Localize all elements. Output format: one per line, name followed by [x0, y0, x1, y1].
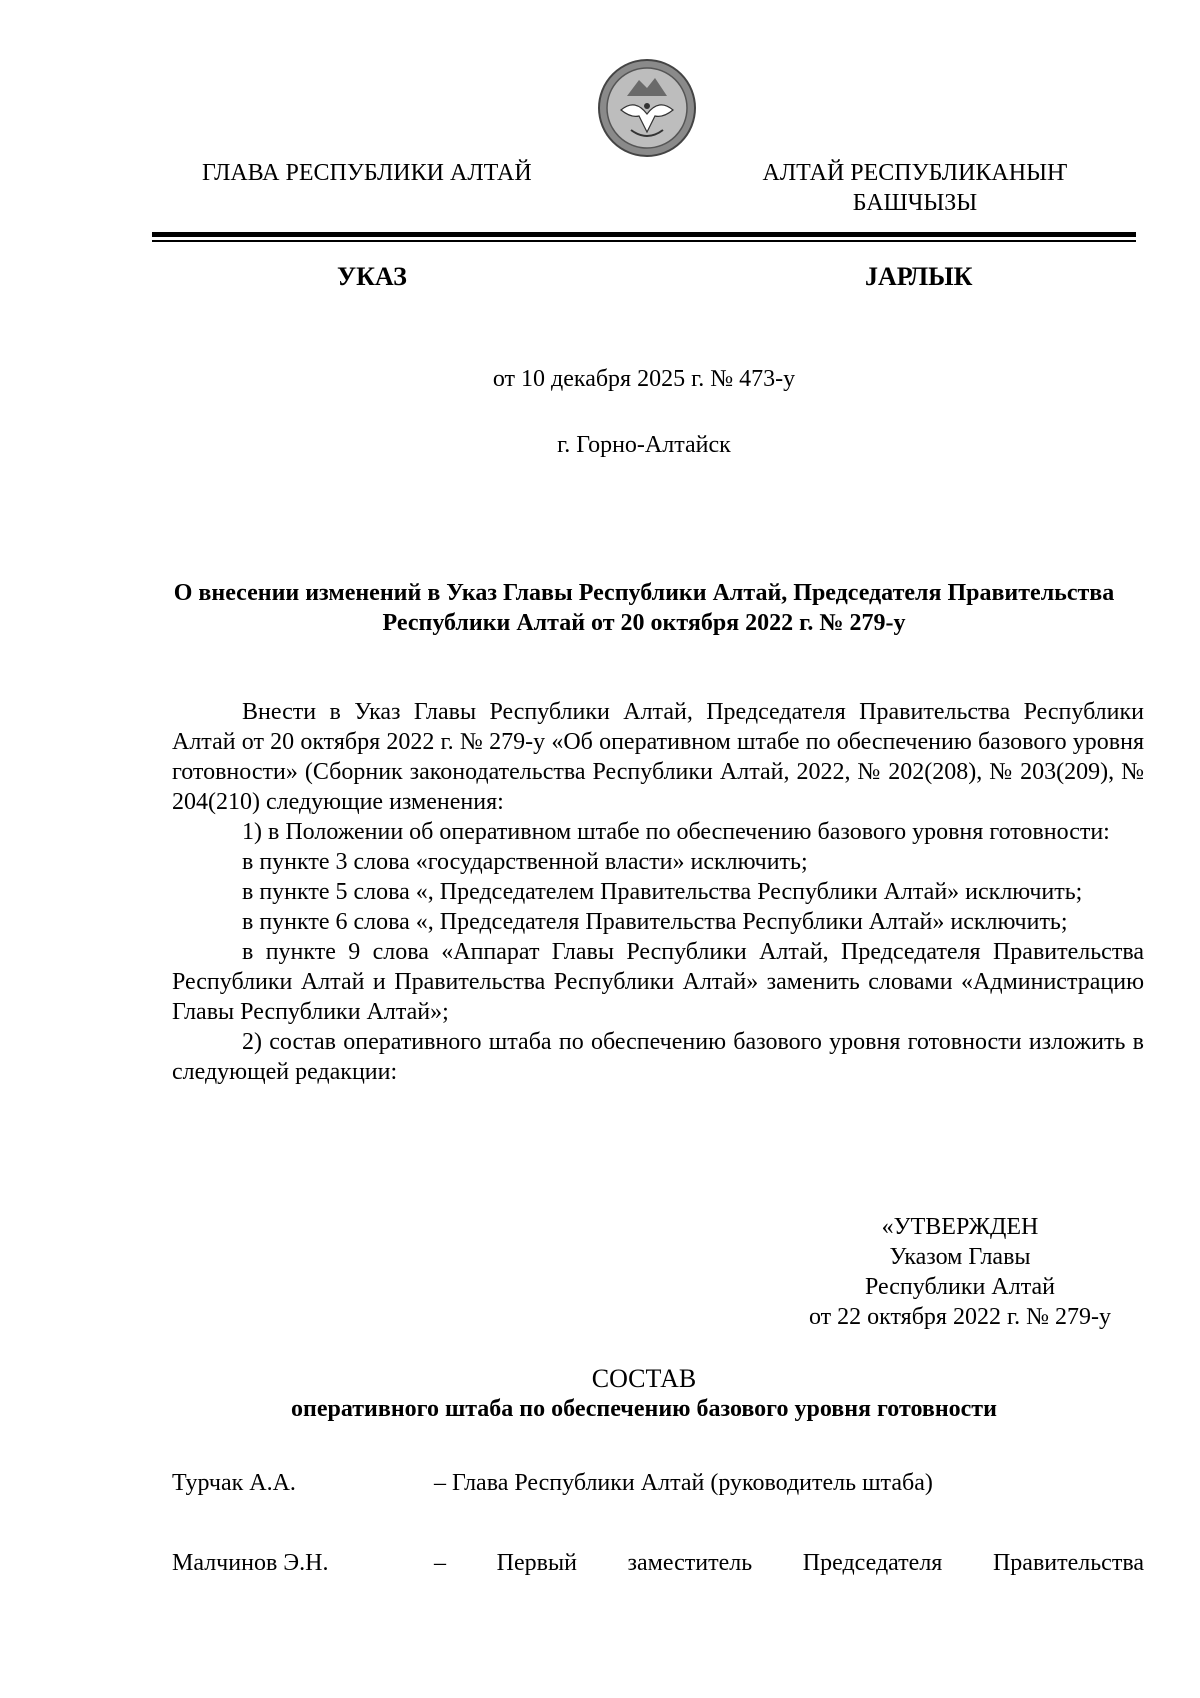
body-paragraph: в пункте 6 слова «, Председателя Правительства Республики Алтай» исключить; — [242, 909, 1068, 935]
body-paragraph: в пункте 9 слова «Аппарат Главы Республики Алтай, Председателя Правительства Республики Алтай и Правительства Республики Алтай» заменить словами «Администрацию Главы Республики Алтай»; — [172, 939, 1144, 1025]
body-paragraph: 2) состав оперативного штаба по обеспечению базового уровня готовности изложить в следующей редакции: — [172, 1029, 1144, 1085]
approval-line4: от 22 октября 2022 г. № 279-у — [808, 1304, 1111, 1330]
header-divider-thick — [152, 232, 1136, 237]
member-name: Турчак А.А. — [172, 1470, 296, 1496]
approval-line3: Республики Алтай — [865, 1274, 1055, 1300]
body-paragraph: 1) в Положении об оперативном штабе по обеспечению базового уровня готовности: — [242, 819, 1110, 845]
member-role: – Первый заместитель Председателя Правительства — [434, 1550, 1144, 1576]
doc-type-ukaz: УКАЗ — [337, 262, 407, 291]
body-text — [172, 697, 1144, 1087]
coat-of-arms-emblem-icon — [597, 58, 697, 158]
doc-type-jarlyk: JАРЛЫК — [865, 262, 973, 291]
approval-block — [780, 1212, 1140, 1332]
heading-line2: Республики Алтай от 20 октября 2022 г. № 279-у — [382, 610, 906, 636]
header-right-title-line1: АЛТАЙ РЕСПУБЛИКАНЫҤ — [762, 160, 1068, 186]
date-number: от 10 декабря 2025 г. № 473-у — [492, 366, 796, 392]
sostav-subtitle: оперативного штаба по обеспечению базового уровня готовности — [291, 1396, 997, 1422]
header-left-title: ГЛАВА РЕСПУБЛИКИ АЛТАЙ — [202, 160, 532, 186]
approval-line1: «УТВЕРЖДЕН — [881, 1214, 1039, 1240]
city: г. Горно-Алтайск — [557, 432, 731, 458]
member-name: Малчинов Э.Н. — [172, 1550, 329, 1576]
member-role: – Глава Республики Алтай (руководитель штаба) — [434, 1470, 933, 1496]
body-paragraph: в пункте 3 слова «государственной власти» исключить; — [242, 849, 808, 875]
member-row — [172, 1468, 1144, 1498]
sostav-title: СОСТАВ — [591, 1364, 697, 1393]
header-divider-thin — [152, 240, 1136, 242]
header-right-title-line2: БАШЧЫЗЫ — [852, 190, 978, 216]
document-heading — [152, 578, 1136, 638]
member-row — [172, 1548, 1144, 1578]
heading-line1: О внесении изменений в Указ Главы Республики Алтай, Председателя Правительства — [173, 580, 1115, 606]
body-paragraph: в пункте 5 слова «, Председателем Правительства Республики Алтай» исключить; — [242, 879, 1083, 905]
header-right-title — [700, 158, 1130, 218]
approval-line2: Указом Главы — [889, 1244, 1031, 1270]
body-paragraph: Внести в Указ Главы Республики Алтай, Председателя Правительства Республики Алтай от 20 октября 2022 г. № 279-у «Об оперативном штабе по обеспечению базового уровня готовности» (Сборник законодательства Республики Алтай, 2022, № 202(208), № 203(209), № 204(210) следующие изменения: — [172, 699, 1144, 815]
